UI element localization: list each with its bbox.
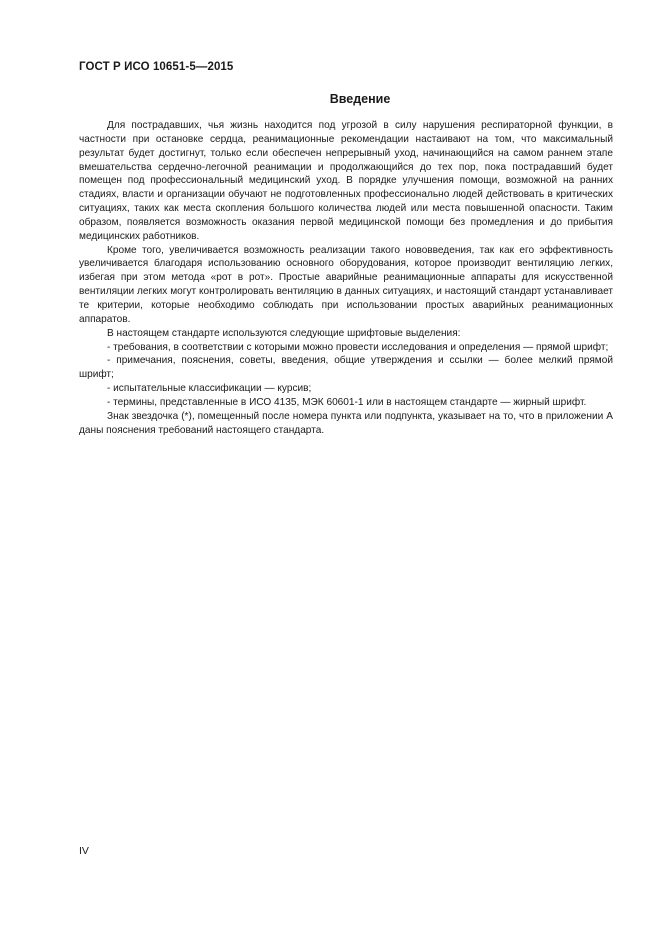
paragraph-ventilation: Кроме того, увеличивается возможность реализации такого нововведения, так как его эффективность увеличивается благодаря использованию основного оборудования, которое производит вентиляцию легких, избегая при этом метода «рот в рот». Простые аварийные реанимационные аппараты для искусственной вентиляции легких могут контролировать вентиляцию в данных ситуациях, и настоящий стандарт устанавливает те критерии, которые необходимо соблюдать при использовании простых аварийных реанимационных аппаратов. (79, 244, 613, 325)
paragraph-asterisk-note: Знак звездочка (*), помещенный после номера пункта или подпункта, указывает на то, что в приложении А даны пояснения требований настоящего стандарта. (79, 410, 613, 436)
list-item-notes: - примечания, пояснения, советы, введения, общие утверждения и ссылки — более мелкий прямой шрифт; (79, 355, 613, 381)
page-number: IV (79, 845, 89, 857)
paragraph-font-conventions: В настоящем стандарте используются следующие шрифтовые выделения: (107, 327, 461, 339)
body-text (79, 119, 613, 437)
list-item-test-classifications: - испытательные классификации — курсив; (107, 383, 312, 395)
section-title: Введение (329, 92, 391, 106)
list-item-requirements: - требования, в соответствии с которыми можно провести исследования и определения — прямой шрифт; (107, 341, 609, 353)
paragraph-intro: Для пострадавших, чья жизнь находится под угрозой в силу нарушения респираторной функции, в частности при остановке сердца, реанимационные рекомендации настаивают на том, что максимальный результат будет достигнут, только если обеспечен непрерывный уход, начинающийся на самом раннем этапе вмешательства сердечно-легочной реанимации и продолжающийся до тех пор, пока пострадавший будет помещен под профессиональный медицинский уход. В порядке улучшения помощи, возможной на ранних стадиях, власти и организации обучают не подготовленных профессионально людей действовать в критических ситуациях, таких как места скопления большого количества людей или места повышенной опасности. Таким образом, появляется возможность оказания первой медицинской помощи без промедления и до прибытия медицинских работников. (79, 120, 613, 242)
standard-code-header: ГОСТ Р ИСО 10651-5—2015 (79, 61, 234, 73)
list-item-terms: - термины, представленные в ИСО 4135, МЭК 60601-1 или в настоящем стандарте — жирный шрифт. (107, 396, 587, 408)
